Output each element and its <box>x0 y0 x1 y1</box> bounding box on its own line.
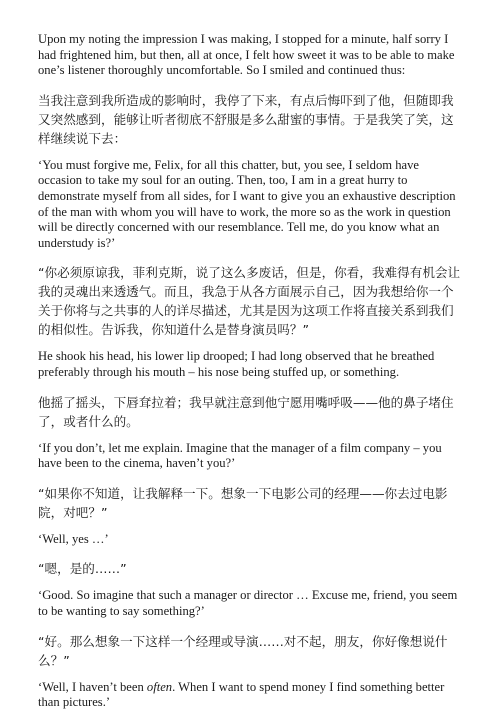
paragraph-zh-2: “你必须原谅我，菲利克斯，说了这么多废话，但是，你看，我难得有机会让我的灵魂出来透透气。而且，我急于从各方面展示自己，因为我想给你一个关于你将与之共事的人的详尽描述，尤其是因为这项工作将直接关系到我们的相似性。告诉我，你知道什么是替身演员吗？” <box>38 265 461 338</box>
paragraph-en-3: He shook his head, his lower lip drooped; I had long observed that he breathed preferably through his mouth – his nose being stuffed up, or something. <box>38 349 435 379</box>
paragraph-zh-1: 当我注意到我所造成的影响时，我停了下来，有点后悔吓到了他，但随即我又突然感到，能够让听者彻底不舒服是多么甜蜜的事情。于是我笑了笑，这样继续说下去： <box>38 92 454 146</box>
paragraph-zh-3: 他摇了摇头，下唇耷拉着；我早就注意到他宁愿用嘴呼吸——他的鼻子堵住了，或者什么的。 <box>38 394 454 429</box>
paragraph-en-5: ‘Well, yes …’ <box>38 531 109 546</box>
document-page <box>38 32 464 723</box>
paragraph-en-7 <box>38 680 464 711</box>
paragraph-en-7-before: ‘Well, I haven’t been <box>38 679 147 694</box>
paragraph-en-2: ‘You must forgive me, Felix, for all this chatter, but, you see, I seldom have occasion to take my soul for an outing. Then, too, I am in a great hurry to demonstrate myself from all sides, for I want to give you an exhaustive description of the man with whom you will have to work, the more so as the work in question will be directly concerned with our resemblance. Tell me, do you know what an understudy is?’ <box>38 157 456 250</box>
paragraph-zh-6: “好。那么想象一下这样一个经理或导演……对不起，朋友，你好像想说什么？” <box>38 633 448 668</box>
paragraph-en-6: ‘Good. So imagine that such a manager or director … Excuse me, friend, you seem to be wanting to say something?’ <box>38 588 458 618</box>
paragraph-en-1: Upon my noting the impression I was making, I stopped for a minute, half sorry I had frightened him, but then, all at once, I felt how sweet it was to be able to make one’s listener thoroughly uncomfortable. So I smiled and continued thus: <box>38 32 455 78</box>
paragraph-zh-5: “嗯，是的……” <box>38 561 127 577</box>
paragraph-en-7-emphasis: often <box>146 679 173 694</box>
paragraph-zh-4: “如果你不知道，让我解释一下。想象一下电影公司的经理——你去过电影院，对吧？” <box>38 485 448 520</box>
paragraph-en-4: ‘If you don’t, let me explain. Imagine that the manager of a film company – you have been to the cinema, haven’t you?’ <box>38 440 442 471</box>
paragraph-en-7-after: . When I want to spend money I find something better than pictures.’ <box>38 679 445 710</box>
